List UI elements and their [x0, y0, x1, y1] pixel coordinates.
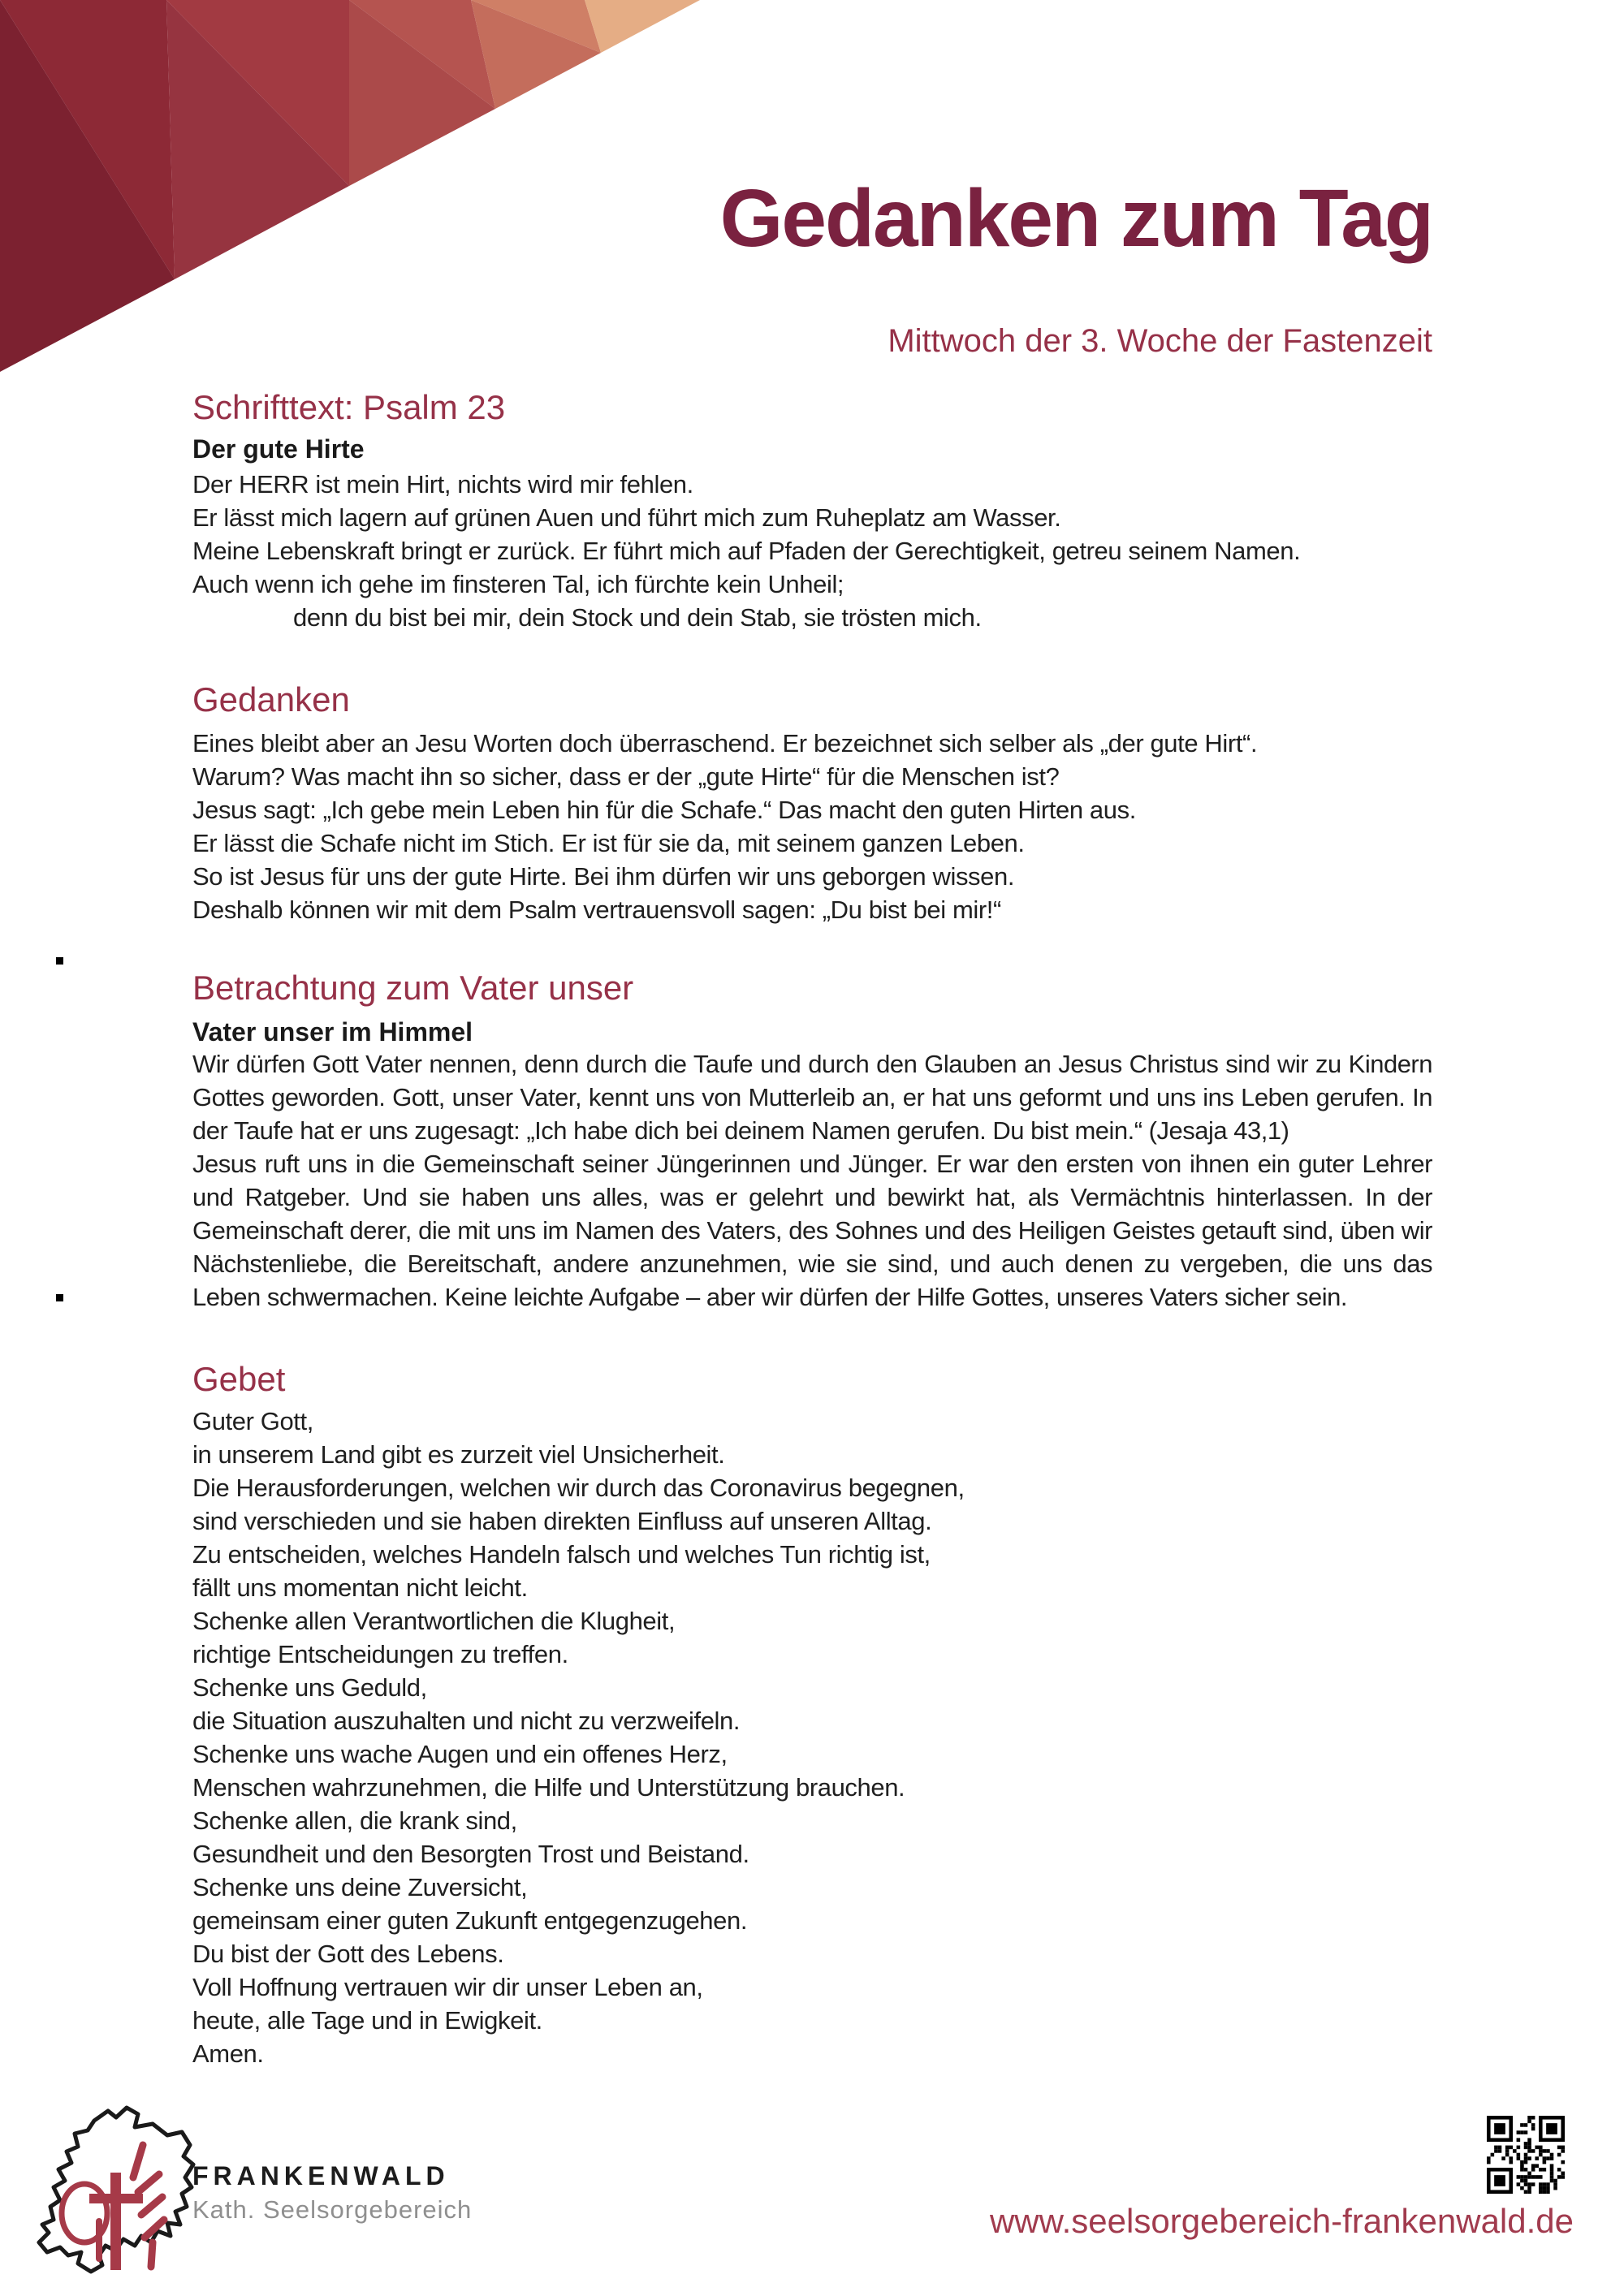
gebet-line: in unserem Land gibt es zurzeit viel Unsicherheit.: [192, 1440, 725, 1469]
page-title: Gedanken zum Tag: [719, 173, 1432, 264]
psalm-line: Auch wenn ich gehe im finsteren Tal, ich fürchte kein Unheil;: [192, 570, 844, 598]
section-heading-gedanken: Gedanken: [192, 680, 350, 719]
betrachtung-subheading: Vater unser im Himmel: [192, 1017, 473, 1047]
betrachtung-paragraph: Wir dürfen Gott Vater nennen, denn durch die Taufe und durch den Glauben an Jesus Christus sind wir zu Kindern Gottes geworden. Gott, unser Vater, kennt uns von Mutterleib an, er hat uns geformt und uns ins Leben gerufen. In der Taufe hat er uns zugesagt: „Ich habe dich bei deinem Namen gerufen. Du bist mein.“ (Jesaja 43,1): [192, 1050, 1432, 1145]
website-url: www.seelsorgebereich-frankenwald.de: [989, 2202, 1574, 2240]
gebet-line: Zu entscheiden, welches Handeln falsch und welches Tun richtig ist,: [192, 1540, 931, 1569]
gebet-line: Die Herausforderungen, welchen wir durch das Coronavirus begegnen,: [192, 1474, 965, 1502]
gedanken-line: Warum? Was macht ihn so sicher, dass er der „gute Hirte“ für die Menschen ist?: [192, 762, 1060, 791]
schrifttext-subheading: Der gute Hirte: [192, 434, 365, 464]
logo-subtitle: Kath. Seelsorgebereich: [192, 2195, 473, 2224]
logo-title: FRANKENWALD: [192, 2161, 450, 2190]
gebet-line: fällt uns momentan nicht leicht.: [192, 1573, 528, 1602]
gebet-line: richtige Entscheidungen zu treffen.: [192, 1640, 568, 1668]
gebet-line: Du bist der Gott des Lebens.: [192, 1940, 504, 1968]
section-heading-betrachtung: Betrachtung zum Vater unser: [192, 969, 634, 1007]
object-anchor-marker: [56, 1294, 63, 1301]
betrachtung-paragraph: Jesus ruft uns in die Gemeinschaft seiner Jüngerinnen und Jünger. Er war den ersten von ihnen ein guter Lehrer und Ratgeber. Und sie haben uns alles, was er gelehrt und bewirkt hat, als Vermächtnis hinterlassen. In der Gemeinschaft derer, die mit uns im Namen des Vaters, des Sohnes und des Heiligen Geistes getauft sind, üben wir Nächstenliebe, die Bereitschaft, andere anzunehmen, wie sie sind, und auch denen zu vergeben, die uns das Leben schwermachen. Keine leichte Aufgabe – aber wir dürfen der Hilfe Gottes, unseres Vaters sicher sein.: [192, 1150, 1432, 1311]
psalm-line: Meine Lebenskraft bringt er zurück. Er führt mich auf Pfaden der Gerechtigkeit, getreu seinem Namen.: [192, 537, 1301, 565]
psalm-line: Er lässt mich lagern auf grünen Auen und führt mich zum Ruheplatz am Wasser.: [192, 503, 1061, 532]
gedanken-line: Jesus sagt: „Ich gebe mein Leben hin für die Schafe.“ Das macht den guten Hirten aus.: [192, 796, 1136, 824]
qr-code: [1486, 2116, 1566, 2194]
gedanken-line: Er lässt die Schafe nicht im Stich. Er ist für sie da, mit seinem ganzen Leben.: [192, 829, 1025, 857]
object-anchor-marker: [56, 957, 63, 965]
gebet-line: Amen.: [192, 2039, 264, 2068]
gebet-line: Schenke uns deine Zuversicht,: [192, 1873, 528, 1901]
psalm-line: denn du bist bei mir, dein Stock und dein Stab, sie trösten mich.: [293, 603, 982, 632]
gebet-line: Schenke allen Verantwortlichen die Klugheit,: [192, 1607, 676, 1635]
gedanken-line: Eines bleibt aber an Jesu Worten doch überraschend. Er bezeichnet sich selber als „der gute Hirt“.: [192, 729, 1258, 757]
gebet-text: [192, 1405, 1432, 2070]
gebet-line: Schenke uns wache Augen und ein offenes Herz,: [192, 1740, 728, 1768]
gebet-line: Voll Hoffnung vertrauen wir dir unser Leben an,: [192, 1973, 703, 2001]
gebet-line: sind verschieden und sie haben direkten Einfluss auf unseren Alltag.: [192, 1507, 932, 1535]
gebet-line: die Situation auszuhalten und nicht zu verzweifeln.: [192, 1707, 741, 1735]
gebet-line: heute, alle Tage und in Ewigkeit.: [192, 2006, 542, 2035]
gedanken-text: [192, 727, 1432, 926]
gebet-line: Schenke allen, die krank sind,: [192, 1806, 517, 1835]
frankenwald-map-logo: [31, 2103, 203, 2277]
section-heading-schrifttext: Schrifttext: Psalm 23: [192, 388, 506, 426]
corner-triangle-decoration: [0, 0, 700, 372]
gebet-line: Gesundheit und den Besorgten Trost und Beistand.: [192, 1840, 749, 1868]
gebet-line: Schenke uns Geduld,: [192, 1673, 427, 1702]
gedanken-line: So ist Jesus für uns der gute Hirte. Bei ihm dürfen wir uns geborgen wissen.: [192, 862, 1015, 891]
gedanken-line: Deshalb können wir mit dem Psalm vertrauensvoll sagen: „Du bist bei mir!“: [192, 896, 1001, 924]
gebet-line: Guter Gott,: [192, 1407, 313, 1435]
psalm-line: Der HERR ist mein Hirt, nichts wird mir fehlen.: [192, 470, 693, 498]
page-subtitle: Mittwoch der 3. Woche der Fastenzeit: [888, 323, 1432, 359]
gebet-line: gemeinsam einer guten Zukunft entgegenzugehen.: [192, 1906, 748, 1935]
gebet-line: Menschen wahrzunehmen, die Hilfe und Unterstützung brauchen.: [192, 1773, 905, 1802]
psalm-text: [192, 468, 1432, 634]
section-heading-gebet: Gebet: [192, 1360, 286, 1398]
